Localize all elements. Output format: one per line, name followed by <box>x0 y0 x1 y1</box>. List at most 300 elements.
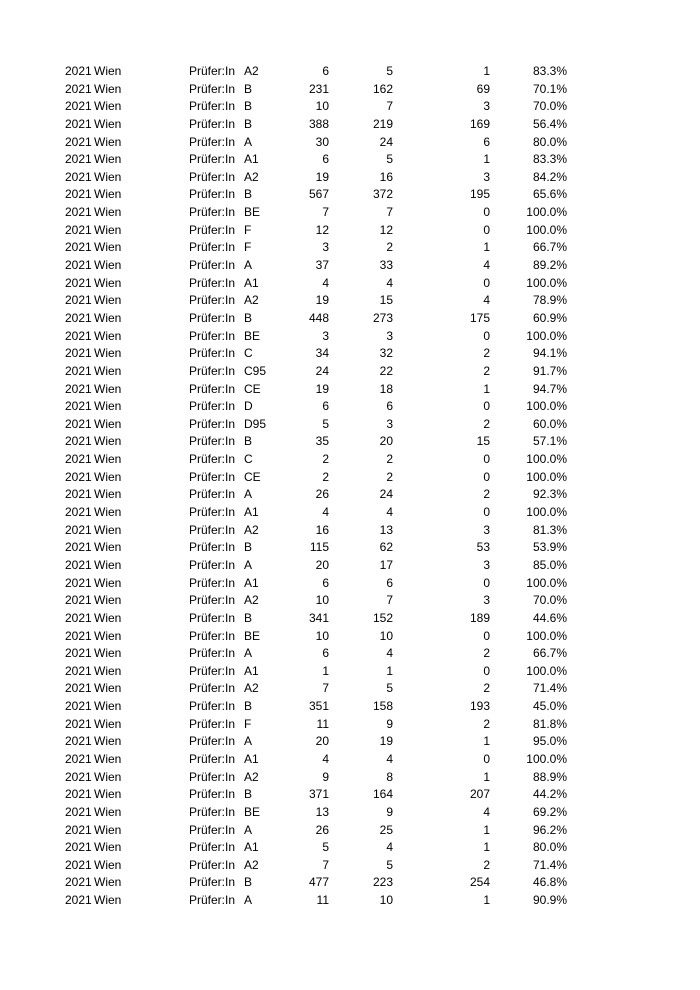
table-row <box>0 363 700 381</box>
year-cell: 2021 <box>65 452 92 467</box>
total-cell: 11 <box>316 893 329 908</box>
total-cell: 37 <box>315 258 329 273</box>
examiner-cell: Prüfer:In <box>189 258 236 273</box>
pass-rate-cell: 91.7% <box>532 363 567 378</box>
pass-rate-cell: 80.0% <box>532 840 567 855</box>
city-cell: Wien <box>94 681 122 696</box>
year-cell: 2021 <box>65 681 92 696</box>
year-cell: 2021 <box>65 487 92 502</box>
failed-cell: 3 <box>483 557 490 572</box>
total-cell: 231 <box>308 81 329 96</box>
failed-cell: 2 <box>483 646 490 661</box>
pass-rate-cell: 96.2% <box>532 822 567 837</box>
pass-rate-cell: 100.0% <box>526 452 567 467</box>
pass-rate-cell: 60.0% <box>532 416 567 431</box>
failed-cell: 1 <box>483 381 490 396</box>
licence-class-cell: F <box>244 716 252 731</box>
passed-cell: 24 <box>379 487 393 502</box>
table-row <box>0 822 700 840</box>
year-cell: 2021 <box>65 699 92 714</box>
passed-cell: 20 <box>379 434 393 449</box>
examiner-cell: Prüfer:In <box>189 557 236 572</box>
examiner-cell: Prüfer:In <box>189 840 236 855</box>
licence-class-cell: CE <box>244 469 261 484</box>
passed-cell: 12 <box>379 222 393 237</box>
year-cell: 2021 <box>65 134 92 149</box>
passed-cell: 2 <box>386 452 393 467</box>
pass-rate-cell: 100.0% <box>526 469 567 484</box>
year-cell: 2021 <box>65 310 92 325</box>
licence-class-cell: C95 <box>244 363 267 378</box>
city-cell: Wien <box>94 663 122 678</box>
total-cell: 7 <box>322 857 329 872</box>
licence-class-cell: C <box>244 346 253 361</box>
failed-cell: 195 <box>469 187 490 202</box>
pass-rate-cell: 44.2% <box>532 787 567 802</box>
examiner-cell: Prüfer:In <box>189 699 236 714</box>
total-cell: 10 <box>315 593 329 608</box>
passed-cell: 18 <box>379 381 393 396</box>
table-row <box>0 81 700 99</box>
failed-cell: 15 <box>476 434 490 449</box>
examiner-cell: Prüfer:In <box>189 169 236 184</box>
failed-cell: 4 <box>483 293 490 308</box>
failed-cell: 2 <box>483 346 490 361</box>
table-row <box>0 292 700 310</box>
table-row <box>0 169 700 187</box>
pass-rate-cell: 100.0% <box>526 628 567 643</box>
total-cell: 19 <box>315 169 329 184</box>
failed-cell: 6 <box>483 134 490 149</box>
table-row <box>0 98 700 116</box>
passed-cell: 9 <box>386 804 393 819</box>
pass-rate-cell: 88.9% <box>532 769 567 784</box>
passed-cell: 6 <box>386 399 393 414</box>
year-cell: 2021 <box>65 522 92 537</box>
table-row <box>0 522 700 540</box>
table-row <box>0 733 700 751</box>
licence-class-cell: A2 <box>244 769 259 784</box>
year-cell: 2021 <box>65 734 92 749</box>
failed-cell: 0 <box>483 751 490 766</box>
total-cell: 477 <box>308 875 329 890</box>
passed-cell: 273 <box>372 310 393 325</box>
pass-rate-cell: 95.0% <box>532 734 567 749</box>
passed-cell: 4 <box>386 646 393 661</box>
table-row <box>0 416 700 434</box>
pass-rate-cell: 85.0% <box>532 557 567 572</box>
examiner-cell: Prüfer:In <box>189 751 236 766</box>
passed-cell: 158 <box>372 699 393 714</box>
examiner-cell: Prüfer:In <box>189 152 236 167</box>
city-cell: Wien <box>94 769 122 784</box>
failed-cell: 193 <box>469 699 490 714</box>
pass-rate-cell: 100.0% <box>526 575 567 590</box>
licence-class-cell: B <box>244 99 253 114</box>
licence-class-cell: A <box>244 734 253 749</box>
failed-cell: 1 <box>483 769 490 784</box>
city-cell: Wien <box>94 134 122 149</box>
examiner-cell: Prüfer:In <box>189 540 236 555</box>
total-cell: 4 <box>322 275 329 290</box>
failed-cell: 0 <box>483 575 490 590</box>
passed-cell: 33 <box>379 258 393 273</box>
year-cell: 2021 <box>65 328 92 343</box>
passed-cell: 223 <box>372 875 393 890</box>
year-cell: 2021 <box>65 381 92 396</box>
city-cell: Wien <box>94 363 122 378</box>
total-cell: 341 <box>308 610 329 625</box>
licence-class-cell: B <box>244 540 253 555</box>
total-cell: 13 <box>315 804 329 819</box>
table-row <box>0 222 700 240</box>
examiner-cell: Prüfer:In <box>189 663 236 678</box>
year-cell: 2021 <box>65 275 92 290</box>
year-cell: 2021 <box>65 205 92 220</box>
passed-cell: 17 <box>379 557 393 572</box>
table-row <box>0 751 700 769</box>
pass-rate-cell: 100.0% <box>526 751 567 766</box>
failed-cell: 2 <box>483 363 490 378</box>
city-cell: Wien <box>94 840 122 855</box>
pass-rate-cell: 45.0% <box>532 699 567 714</box>
examiner-cell: Prüfer:In <box>189 81 236 96</box>
year-cell: 2021 <box>65 505 92 520</box>
total-cell: 7 <box>322 681 329 696</box>
city-cell: Wien <box>94 152 122 167</box>
table-row <box>0 134 700 152</box>
year-cell: 2021 <box>65 240 92 255</box>
examiner-cell: Prüfer:In <box>189 381 236 396</box>
city-cell: Wien <box>94 169 122 184</box>
total-cell: 26 <box>315 822 329 837</box>
passed-cell: 62 <box>379 540 393 555</box>
table-row <box>0 433 700 451</box>
examiner-cell: Prüfer:In <box>189 769 236 784</box>
licence-class-cell: F <box>244 240 252 255</box>
total-cell: 6 <box>322 399 329 414</box>
total-cell: 3 <box>322 240 329 255</box>
table-row <box>0 680 700 698</box>
pass-rate-cell: 94.7% <box>532 381 567 396</box>
passed-cell: 372 <box>372 187 393 202</box>
city-cell: Wien <box>94 99 122 114</box>
total-cell: 6 <box>322 646 329 661</box>
pass-rate-cell: 90.9% <box>532 893 567 908</box>
examiner-cell: Prüfer:In <box>189 222 236 237</box>
year-cell: 2021 <box>65 222 92 237</box>
examiner-cell: Prüfer:In <box>189 505 236 520</box>
pass-rate-cell: 60.9% <box>532 310 567 325</box>
year-cell: 2021 <box>65 893 92 908</box>
city-cell: Wien <box>94 822 122 837</box>
pass-rate-cell: 83.3% <box>532 64 567 78</box>
failed-cell: 2 <box>483 487 490 502</box>
city-cell: Wien <box>94 540 122 555</box>
licence-class-cell: BE <box>244 804 261 819</box>
year-cell: 2021 <box>65 593 92 608</box>
table-row <box>0 645 700 663</box>
licence-class-cell: A <box>244 646 253 661</box>
licence-class-cell: B <box>244 787 253 802</box>
table-row <box>0 804 700 822</box>
year-cell: 2021 <box>65 575 92 590</box>
examiner-cell: Prüfer:In <box>189 787 236 802</box>
passed-cell: 4 <box>386 505 393 520</box>
year-cell: 2021 <box>65 469 92 484</box>
total-cell: 4 <box>322 751 329 766</box>
failed-cell: 3 <box>483 99 490 114</box>
licence-class-cell: B <box>244 875 253 890</box>
passed-cell: 7 <box>386 99 393 114</box>
total-cell: 20 <box>315 557 329 572</box>
passed-cell: 219 <box>372 116 393 131</box>
pass-rate-cell: 83.3% <box>532 152 567 167</box>
year-cell: 2021 <box>65 116 92 131</box>
city-cell: Wien <box>94 487 122 502</box>
total-cell: 10 <box>315 99 329 114</box>
pass-rate-cell: 70.1% <box>532 81 567 96</box>
licence-class-cell: A <box>244 822 253 837</box>
pass-rate-cell: 92.3% <box>532 487 567 502</box>
city-cell: Wien <box>94 205 122 220</box>
examiner-cell: Prüfer:In <box>189 628 236 643</box>
pass-rate-cell: 100.0% <box>526 663 567 678</box>
licence-class-cell: B <box>244 116 253 131</box>
passed-cell: 5 <box>386 152 393 167</box>
table-row <box>0 204 700 222</box>
failed-cell: 0 <box>483 399 490 414</box>
total-cell: 16 <box>315 522 329 537</box>
year-cell: 2021 <box>65 804 92 819</box>
passed-cell: 32 <box>379 346 393 361</box>
city-cell: Wien <box>94 81 122 96</box>
licence-class-cell: A2 <box>244 593 259 608</box>
pass-rate-cell: 78.9% <box>532 293 567 308</box>
licence-class-cell: D95 <box>244 416 267 431</box>
total-cell: 2 <box>322 469 329 484</box>
pass-rate-cell: 100.0% <box>526 505 567 520</box>
examiner-cell: Prüfer:In <box>189 681 236 696</box>
city-cell: Wien <box>94 240 122 255</box>
licence-class-cell: A <box>244 557 253 572</box>
passed-cell: 162 <box>372 81 393 96</box>
city-cell: Wien <box>94 699 122 714</box>
year-cell: 2021 <box>65 64 92 78</box>
table-row <box>0 469 700 487</box>
city-cell: Wien <box>94 469 122 484</box>
year-cell: 2021 <box>65 434 92 449</box>
total-cell: 12 <box>315 222 329 237</box>
table-row <box>0 310 700 328</box>
failed-cell: 0 <box>483 222 490 237</box>
table-row <box>0 663 700 681</box>
pass-rate-cell: 94.1% <box>532 346 567 361</box>
city-cell: Wien <box>94 381 122 396</box>
total-cell: 448 <box>308 310 329 325</box>
examiner-cell: Prüfer:In <box>189 522 236 537</box>
examiner-cell: Prüfer:In <box>189 293 236 308</box>
city-cell: Wien <box>94 258 122 273</box>
city-cell: Wien <box>94 593 122 608</box>
city-cell: Wien <box>94 222 122 237</box>
city-cell: Wien <box>94 628 122 643</box>
year-cell: 2021 <box>65 822 92 837</box>
examiner-cell: Prüfer:In <box>189 99 236 114</box>
year-cell: 2021 <box>65 716 92 731</box>
passed-cell: 19 <box>379 734 393 749</box>
licence-class-cell: A1 <box>244 663 259 678</box>
pass-rate-cell: 71.4% <box>532 857 567 872</box>
pass-rate-cell: 69.2% <box>532 804 567 819</box>
total-cell: 26 <box>315 487 329 502</box>
year-cell: 2021 <box>65 875 92 890</box>
passed-cell: 10 <box>379 893 393 908</box>
licence-class-cell: A2 <box>244 522 259 537</box>
licence-class-cell: A1 <box>244 840 259 855</box>
passed-cell: 22 <box>379 363 393 378</box>
failed-cell: 69 <box>476 81 490 96</box>
licence-class-cell: D <box>244 399 253 414</box>
failed-cell: 4 <box>483 258 490 273</box>
examiner-cell: Prüfer:In <box>189 610 236 625</box>
table-row <box>0 539 700 557</box>
year-cell: 2021 <box>65 363 92 378</box>
passed-cell: 5 <box>386 64 393 78</box>
licence-class-cell: BE <box>244 628 261 643</box>
table-row <box>0 557 700 575</box>
total-cell: 6 <box>322 64 329 78</box>
year-cell: 2021 <box>65 152 92 167</box>
city-cell: Wien <box>94 716 122 731</box>
table-row <box>0 504 700 522</box>
year-cell: 2021 <box>65 258 92 273</box>
licence-class-cell: A1 <box>244 275 259 290</box>
failed-cell: 2 <box>483 716 490 731</box>
table-row <box>0 575 700 593</box>
failed-cell: 1 <box>483 152 490 167</box>
table-row <box>0 381 700 399</box>
total-cell: 9 <box>322 769 329 784</box>
year-cell: 2021 <box>65 840 92 855</box>
examiner-cell: Prüfer:In <box>189 452 236 467</box>
city-cell: Wien <box>94 399 122 414</box>
city-cell: Wien <box>94 646 122 661</box>
licence-class-cell: B <box>244 699 253 714</box>
year-cell: 2021 <box>65 540 92 555</box>
table-row <box>0 486 700 504</box>
year-cell: 2021 <box>65 169 92 184</box>
total-cell: 3 <box>322 328 329 343</box>
examiner-cell: Prüfer:In <box>189 893 236 908</box>
year-cell: 2021 <box>65 399 92 414</box>
total-cell: 6 <box>322 575 329 590</box>
city-cell: Wien <box>94 293 122 308</box>
failed-cell: 0 <box>483 452 490 467</box>
pass-rate-cell: 57.1% <box>532 434 567 449</box>
licence-class-cell: A <box>244 893 253 908</box>
licence-class-cell: F <box>244 222 252 237</box>
failed-cell: 4 <box>483 804 490 819</box>
city-cell: Wien <box>94 416 122 431</box>
table-row <box>0 892 700 910</box>
table-row <box>0 451 700 469</box>
examiner-cell: Prüfer:In <box>189 187 236 202</box>
failed-cell: 1 <box>483 893 490 908</box>
year-cell: 2021 <box>65 416 92 431</box>
total-cell: 19 <box>315 293 329 308</box>
pass-rate-cell: 100.0% <box>526 205 567 220</box>
failed-cell: 1 <box>483 822 490 837</box>
passed-cell: 3 <box>386 416 393 431</box>
failed-cell: 2 <box>483 681 490 696</box>
pass-rate-cell: 66.7% <box>532 646 567 661</box>
year-cell: 2021 <box>65 646 92 661</box>
failed-cell: 1 <box>483 240 490 255</box>
passed-cell: 25 <box>379 822 393 837</box>
failed-cell: 3 <box>483 522 490 537</box>
failed-cell: 53 <box>476 540 490 555</box>
pass-rate-cell: 44.6% <box>532 610 567 625</box>
passed-cell: 10 <box>379 628 393 643</box>
licence-class-cell: B <box>244 81 253 96</box>
pass-rate-cell: 70.0% <box>532 99 567 114</box>
licence-class-cell: A2 <box>244 681 259 696</box>
failed-cell: 0 <box>483 205 490 220</box>
passed-cell: 6 <box>386 575 393 590</box>
table-row <box>0 239 700 257</box>
examiner-cell: Prüfer:In <box>189 134 236 149</box>
failed-cell: 169 <box>469 116 490 131</box>
failed-cell: 175 <box>469 310 490 325</box>
city-cell: Wien <box>94 434 122 449</box>
examiner-cell: Prüfer:In <box>189 310 236 325</box>
total-cell: 371 <box>308 787 329 802</box>
failed-cell: 2 <box>483 857 490 872</box>
total-cell: 2 <box>322 452 329 467</box>
total-cell: 7 <box>322 205 329 220</box>
licence-class-cell: A2 <box>244 293 259 308</box>
city-cell: Wien <box>94 505 122 520</box>
total-cell: 5 <box>322 416 329 431</box>
pass-rate-cell: 81.8% <box>532 716 567 731</box>
year-cell: 2021 <box>65 751 92 766</box>
year-cell: 2021 <box>65 628 92 643</box>
failed-cell: 3 <box>483 169 490 184</box>
year-cell: 2021 <box>65 769 92 784</box>
city-cell: Wien <box>94 64 122 78</box>
city-cell: Wien <box>94 610 122 625</box>
passed-cell: 9 <box>386 716 393 731</box>
table-row <box>0 592 700 610</box>
pass-rate-cell: 100.0% <box>526 275 567 290</box>
total-cell: 115 <box>309 540 329 555</box>
licence-class-cell: BE <box>244 328 261 343</box>
passed-cell: 24 <box>379 134 393 149</box>
examiner-cell: Prüfer:In <box>189 328 236 343</box>
failed-cell: 1 <box>483 840 490 855</box>
total-cell: 35 <box>315 434 329 449</box>
city-cell: Wien <box>94 310 122 325</box>
failed-cell: 189 <box>469 610 490 625</box>
table-row <box>0 628 700 646</box>
examiner-cell: Prüfer:In <box>189 275 236 290</box>
examiner-cell: Prüfer:In <box>189 416 236 431</box>
table-row <box>0 874 700 892</box>
city-cell: Wien <box>94 575 122 590</box>
failed-cell: 207 <box>469 787 490 802</box>
total-cell: 388 <box>308 116 329 131</box>
